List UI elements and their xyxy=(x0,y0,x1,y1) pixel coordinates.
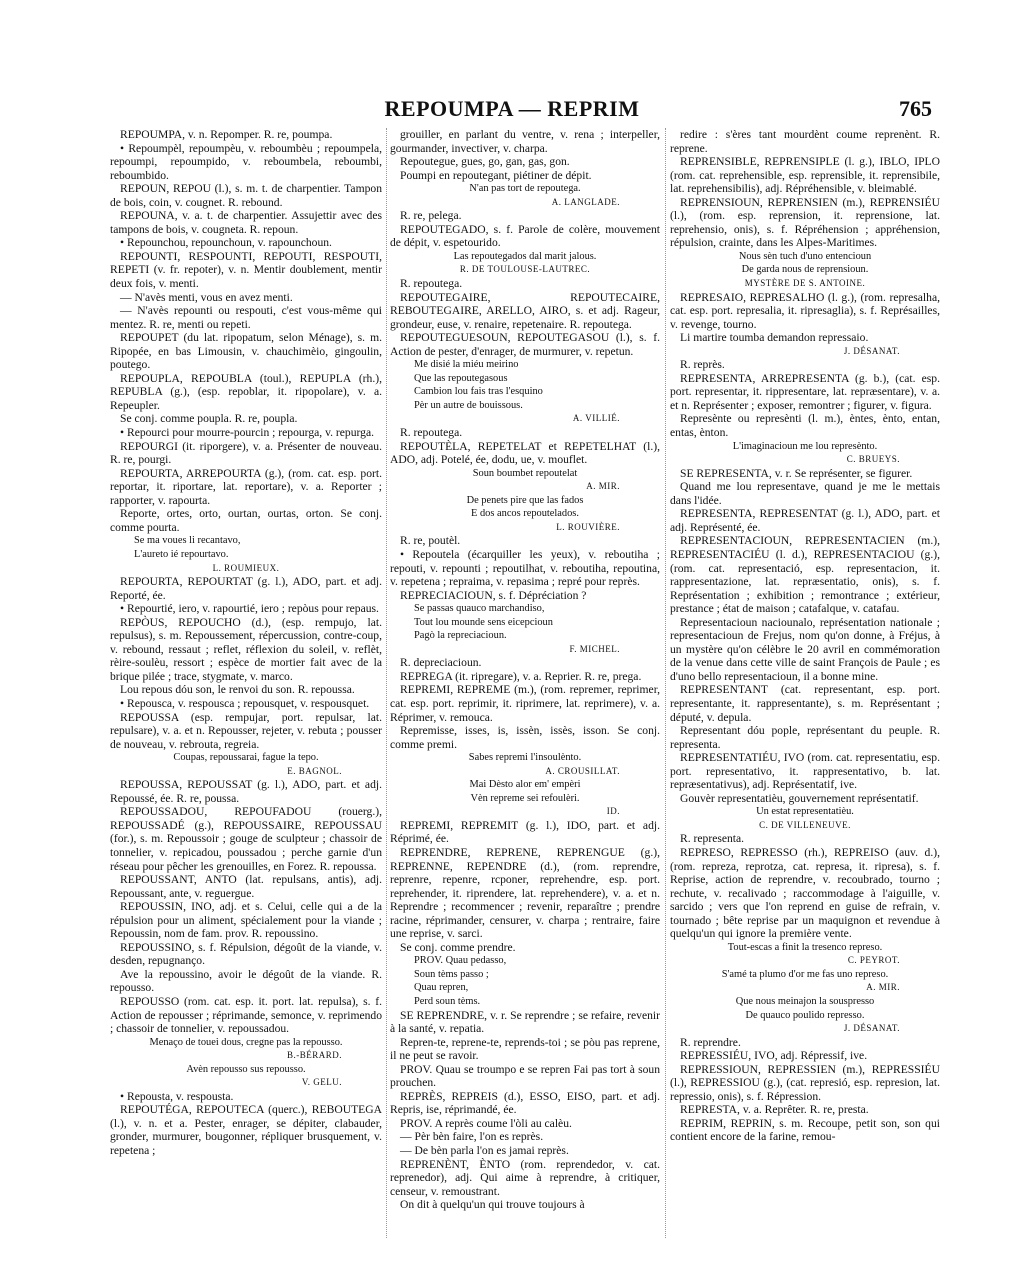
dictionary-entry: REPOUTÈLA, REPETELAT et REPETELHAT (l.), ADO, adj. Potelé, ée, dodu, ue, v. mouflet. xyxy=(390,439,660,467)
dictionary-entry: REPRESENTATIÉU, IVO (rom. cat. representatiu, esp. port. representativo, it. rappresentativo, b. lat. repræsentativus), adj. Représentatif, ive. xyxy=(670,751,940,792)
dictionary-entry: REPOURTA, ARREPOURTA (g.), (rom. cat. esp. port. reportar, it. riportare, lat. reportare), v. a. Reporter ; rapporter, v. rapourta. xyxy=(110,466,382,507)
column-divider xyxy=(386,128,387,1238)
verse-line: Quau repren, xyxy=(414,982,469,994)
dictionary-entry: SE REPRESENTA, v. r. Se représenter, se figurer. xyxy=(680,466,913,480)
citation-line: Las repoutegados dal marit jalous. xyxy=(453,250,597,262)
verse-line: Soun tèms passo ; xyxy=(414,968,489,980)
dictionary-entry: Li martire toumba demandon repressaio. xyxy=(680,331,869,345)
dictionary-entry: REPRESTA, v. a. Reprêter. R. re, presta. xyxy=(680,1103,869,1117)
dictionary-entry: Ave la repoussino, avoir le dégoût de la viande. R. repousso. xyxy=(110,967,382,995)
dictionary-entry: Repoutegue, gues, go, gan, gas, gon. xyxy=(400,155,570,169)
dictionary-entry: REPRIM, REPRIN, s. m. Recoupe, petit son, son qui contient encore de la farine, remou- xyxy=(670,1116,940,1144)
citation-author: A. MIR. xyxy=(586,481,620,492)
citation-author: A. LANGLADE. xyxy=(551,196,620,207)
dictionary-entry: REPREMI, REPREME (m.), (rom. repremer, reprimer, cat. esp. port. reprimir, it. riprimere, lat. reprimere), v. a. Réprimer, v. remouca. xyxy=(390,683,660,724)
verse-line: Pagò la repreciacioun. xyxy=(414,630,507,642)
dictionary-entry: — De bèn parla l'on es jamai reprès. xyxy=(400,1144,569,1158)
column-divider xyxy=(665,128,666,1238)
dictionary-entry: REPOUSSIN, INO, adj. et s. Celui, celle qui a de la répulsion pour un aliment, spécialement pour la viande ; Repoussin, nom de fam. prov. R. repoussino. xyxy=(110,900,382,941)
dictionary-entry: • Repoumpèl, repoumpèu, v. reboumbèu ; repoumpela, repoumpi, repoumpido, v. reboumbela, reboumbi, reboumbido. xyxy=(110,141,382,182)
verse-line: Se passas quauco marchandiso, xyxy=(414,603,545,615)
dictionary-entry: • Repourci pour mourre-pourcin ; repourga, v. repurga. xyxy=(120,426,374,440)
dictionary-entry: REPOUSSADOU, REPOUFADOU (rouerg.), REPOUSSADÉ (g.), REPOUSSAIRE, REPOUSSAU (for.), s. m. Repoussoir ; gouge de sculpteur ; chassoir de tonnelier, v. repicadou, poussadou ; perche garnie d'un réseau pour pêcher les grenouilles, en Forez. R. repoussa. xyxy=(110,805,382,873)
dictionary-entry: Representant dóu pople, représentant du peuple. R. representa. xyxy=(670,724,940,751)
dictionary-entry: REPRÈS, REPREIS (d.), ESSO, EISO, part. et adj. Repris, ise, réprimandé, ée. xyxy=(390,1089,660,1117)
dictionary-entry: REPRESO, REPRESSO (rh.), REPREISO (auv. d.), (rom. repreza, reprotza, cat. represa, it. ripresa), s. f. Reprise, action de reprendre, v. recoubrado, tourno ; rechute, v. recalivado ; raccommodage à l'aiguille, v. sarcido ; vers que l'on reprend en guise de refrain, v. tournado ; bête reprise par un maquignon et revendue à quelqu'un qui ignore la première vente. xyxy=(670,845,940,941)
dictionary-entry: REPRESENTACIOUN, REPRESENTACIEN (m.), REPRESENTACIÉU (l. d.), REPRESENTACIOU (g.), (rom. cat. representació, esp. representacion, it. rappresentazione, lat. repræsentatio, onis), s. f. Représentation ; exhibition ; remontrance ; extérieur, prestance ; état de maison ; catafalque, v. catafau. xyxy=(670,534,940,616)
dictionary-entry: Repren-te, reprene-te, reprends-toi ; se pòu pas reprene, il ne peut se ravoir. xyxy=(390,1035,660,1063)
citation-author: L. ROUVIÈRE. xyxy=(556,521,620,532)
dictionary-entry: Repremisse, isses, is, issèn, issès, isson. Se conj. comme premi. xyxy=(390,724,660,751)
dictionary-entry: REPOURGI (it. riporgere), v. a. Présenter de nouveau. R. re, pourgi. xyxy=(110,439,382,467)
dictionary-entry: R. re, poutèl. xyxy=(400,534,461,548)
dictionary-entry: — N'avès menti, vous en avez menti. xyxy=(120,290,293,304)
dictionary-entry: REPRENSIBLE, REPRENSIPLE (l. g.), IBLO, IPLO (rom. cat. reprehensible, esp. reprensible, it. reprensibile, lat. reprehensibilis), adj. Répréhensible, v. bleimablé. xyxy=(670,155,940,196)
citation-line: Un estat representatièu. xyxy=(756,806,854,818)
citation-line: Avèn repousso sus repousso. xyxy=(186,1063,306,1075)
citation-author: E. BAGNOL. xyxy=(287,765,342,776)
dictionary-entry: REPRESENTA, ARREPRESENTA (g. b.), (cat. esp. port. representar, it. rippresentare, lat. repræsentare), v. a. et n. Représenter ; exposer, remontrer ; figurer, v. figura. xyxy=(670,371,940,412)
citation-author: A. MIR. xyxy=(866,982,900,993)
dictionary-entry: Reporte, ortes, orto, ourtan, ourtas, orton. Se conj. comme pourta. xyxy=(110,507,382,534)
dictionary-entry: REPREGA (it. ripregare), v. a. Reprier. R. re, prega. xyxy=(400,669,642,683)
dictionary-entry: REPOUPLA, REPOUBLA (toul.), REPUPLA (rh.), REPUBLA (g.), (esp. repoblar, it. ripopolare), v. a. Repeupler. xyxy=(110,371,382,412)
dictionary-entry: Se conj. comme poupla. R. re, poupla. xyxy=(120,412,298,426)
dictionary-entry: • Repousca, v. respousca ; repousquet, v. respousquet. xyxy=(120,696,370,710)
citation-author: MYSTÈRE DE S. ANTOINE. xyxy=(744,278,866,289)
dictionary-entry: On dit à quelqu'un qui trouve toujours à xyxy=(400,1198,585,1212)
citation-author: A. VILLIÉ. xyxy=(572,413,620,424)
dictionary-entry: REPOUTEGAIRE, REPOUTECAIRE, REBOUTEGAIRE, ARELLO, AIRO, s. et adj. Rageur, grondeur, euse, v. renaire, repetenaire. R. repoutega. xyxy=(390,290,660,331)
citation-line: De quauco poulido represso. xyxy=(745,1009,865,1021)
citation-line: S'amé ta plumo d'or me fas uno represo. xyxy=(721,968,889,980)
citation-line: De penets pire que las fados xyxy=(466,494,584,506)
dictionary-entry: R. depreciacioun. xyxy=(400,656,482,670)
verse-line: Pèr un autre de bouissous. xyxy=(414,399,523,411)
dictionary-entry: REPRESAIO, REPRESALHO (l. g.), (rom. represalha, cat. esp. port. represalia, it. ripresaglia), s. f. Représailles, v. revenge, tourno. xyxy=(670,290,940,331)
dictionary-entry: REPOUSSA (esp. rempujar, port. repulsar, lat. repulsare), v. a. et n. Repousser, rejeter, v. rebuta ; pousser de nouveau, v. rebrouta, regreia. xyxy=(110,710,382,751)
dictionary-entry: • Repousta, v. respousta. xyxy=(120,1089,234,1103)
running-header-title: REPOUMPA — REPRIM xyxy=(384,96,640,121)
column-2 xyxy=(390,128,660,1248)
citation-line: De garda nous de reprensioun. xyxy=(741,264,869,276)
dictionary-entry: REPRENSIOUN, REPRENSIEN (m.), REPRENSIÉU (l.), (rom. esp. reprension, it. reprensione, lat. reprehensio, onis), s. f. Répréhension ; appréhension, répulsion, crainte, dans les Alpes-Maritimes. xyxy=(670,195,940,250)
dictionary-entry: REPÒUS, REPOUCHO (d.), (esp. rempujo, lat. repulsus), s. m. Repoussement, répercussion, contre-coup, v. rebound, ressaut ; reflet, réflexion du soleil, v. reflèt, rèire-soulèu, ressort ; espèce de mortier fait avec de la brique pilée ; trace, stygmate, v. marco. xyxy=(110,615,382,683)
dictionary-entry: REPRESSIÉU, IVO, adj. Répressif, ive. xyxy=(680,1049,868,1063)
citation-line: Menaço de touei dous, cregne pas la repousso. xyxy=(149,1036,343,1048)
citation-author: F. MICHEL. xyxy=(569,643,620,654)
dictionary-entry: R. re, pelega. xyxy=(400,209,462,223)
dictionary-entry: REPOUSSO (rom. cat. esp. it. port. lat. repulsa), s. f. Action de repousser ; réprimande, semonce, v. reprimendo ; chassoir de tonnelier, v. repoussadou. xyxy=(110,995,382,1036)
verse-line: L'aureto ié repourtavo. xyxy=(134,548,229,560)
citation-author: L. ROUMIEUX. xyxy=(212,562,280,573)
citation-author: B.-BÉRARD. xyxy=(286,1050,342,1061)
citation-author: C. PEYROT. xyxy=(847,955,900,966)
dictionary-entry: Representacioun naciounalo, représentation nationale ; representacioun de Frejus, nom qu'on donne, à Fréjus, à un mystère qu'on célèbre le 20 avril en commémoration de la venue dans cette ville de saint François de Paule ; es d'uno bello representacioun, il a bonne mine. xyxy=(670,615,940,683)
citation-author: J. DÉSANAT. xyxy=(843,1023,900,1034)
dictionary-entry: REPOUTÉGA, REPOUTECA (querc.), REBOUTEGA (l.), v. n. et a. Pester, enrager, se dépiter, clabauder, gronder, murmurer, bougonner, répliquer brusquement, v. repetena ; xyxy=(110,1103,382,1158)
citation-author: J. DÉSANAT. xyxy=(843,345,900,356)
dictionary-entry: R. representa. xyxy=(680,832,745,846)
dictionary-entry: R. repoutega. xyxy=(400,426,463,440)
page-number: 765 xyxy=(899,96,932,121)
dictionary-entry: REPRESSIOUN, REPRESSIEN (m.), REPRESSIÉU (l.), REPRESSIOU (g.), (cat. represió, esp. represion, lat. repressio, onis), s. f. Répression. xyxy=(670,1062,940,1103)
citation-author: C. DE VILLENEUVE. xyxy=(759,819,851,830)
dictionary-entry: REPOUNA, v. a. t. de charpentier. Assujettir avec des tampons de bois, v. cougneta. R. repoun. xyxy=(110,209,382,236)
verse-line: Cambion lou fais tras l'esquino xyxy=(414,386,543,398)
dictionary-entry: • Repourtié, iero, v. rapourtié, iero ; repòus pour repaus. xyxy=(120,602,379,616)
dictionary-entry: REPRENÈNT, ÈNTO (rom. reprendedor, v. cat. reprenedor), adj. Qui aime à reprendre, à critiquer, censeur, v. remoustrant. xyxy=(390,1157,660,1198)
dictionary-entry: REPOUNTI, RESPOUNTI, REPOUTI, RESPOUTI, REPETI (v. fr. repoter), v. n. Mentir doublement, mentir deux fois, v. menti. xyxy=(110,249,382,291)
dictionary-entry: Se conj. comme prendre. xyxy=(400,940,516,954)
verse-line: PROV. Quau pedasso, xyxy=(414,955,507,967)
dictionary-entry: R. reprendre. xyxy=(680,1035,741,1049)
dictionary-entry: REPRECIACIOUN, s. f. Dépréciation ? xyxy=(400,588,587,602)
citation-line: Sabes repremi l'insoulènto. xyxy=(468,752,582,764)
dictionary-entry: • Repoutela (écarquiller les yeux), v. reboutiha ; repouti, v. repounti ; repoutilhat, v. reboutiha, repoutina, v. repetena ; repraima, v. repasima ; repré pour reprès. xyxy=(390,547,660,589)
citation-line: N'an pas tort de repoutega. xyxy=(469,183,581,195)
verse-line: Perd soun tèms. xyxy=(414,996,481,1007)
dictionary-entry: REPOUTEGUESOUN, REPOUTEGASOU (l.), s. f. Action de pester, d'enrager, de murmurer, v. repetun. xyxy=(390,331,660,358)
dictionary-entry: Lou repous dóu son, le renvoi du son. R. repoussa. xyxy=(120,683,355,697)
citation-line: Soun boumbet repoutelat xyxy=(472,467,578,479)
citation-author: V. GELU. xyxy=(301,1077,342,1088)
dictionary-entry: REPOUPET (du lat. ripopatum, selon Ménage), s. m. Ripopée, en bas Limousin, v. chauchimèio, gingoulin, poutego. xyxy=(110,331,382,372)
verse-line: Tout lou mounde sens eicepcioun xyxy=(414,616,553,628)
dictionary-entry: Gouvèr representatièu, gouvernement représentatif. xyxy=(680,791,919,805)
dictionary-entry: Represènte ou represènti (l. m.), èntes, ènto, entan, entas, ènton. xyxy=(670,412,940,440)
citation-line: Coupas, repoussarai, fague la tepo. xyxy=(173,752,319,764)
dictionary-entry: Poumpi en repoutegant, piétiner de dépit. xyxy=(400,168,592,182)
dictionary-entry: REPRESENTANT (cat. representant, esp. port. representante, it. rappresentante), s. m. Représentant ; député, v. depula. xyxy=(670,683,940,724)
dictionary-entry: REPOUSSINO, s. f. Répulsion, dégoût de la viande, v. desden, repugnanço. xyxy=(110,940,382,968)
dictionary-entry: R. repoutega. xyxy=(400,277,463,291)
dictionary-entry: REPOUSSANT, ANTO (lat. repulsans, antis), adj. Repoussant, ante, v. reguergue. xyxy=(110,873,382,900)
dictionary-entry: redire : s'ères tant mourdènt coume reprenènt. R. reprene. xyxy=(670,128,940,155)
verse-line: Que las repoutegasous xyxy=(414,372,508,384)
dictionary-entry: — Pèr bèn faire, l'on es reprès. xyxy=(400,1130,544,1144)
verse-line: Se ma voues li recantavo, xyxy=(134,535,241,547)
citation-author: C. BRUEYS. xyxy=(846,454,900,465)
column-1 xyxy=(110,128,382,1248)
citation-line: Vèn repreme sei refoulèri. xyxy=(470,792,580,804)
dictionary-entry: grouiller, en parlant du ventre, v. rena ; interpeller, gourmander, invectiver, v. charpa. xyxy=(390,128,660,155)
dictionary-entry: PROV. Quau se troumpo e se repren Fai pas tort à soun prouchen. xyxy=(390,1062,660,1090)
verse-line: Me disié la miéu meirino xyxy=(414,359,519,371)
dictionary-entry: REPOUN, REPOU (l.), s. m. t. de charpentier. Tampon de bois, coin, v. cougnet. R. rebound. xyxy=(110,182,382,209)
dictionary-entry: — N'avès repounti ou respouti, c'est vous-même qui mentez. R. re, menti ou repeti. xyxy=(110,304,382,331)
citation-line: E dos ancos repoutelados. xyxy=(471,508,579,520)
citation-line: Mai Dèsto alor em' empèri xyxy=(469,779,581,791)
dictionary-entry: REPRENDRE, REPRENE, REPRENGUE (g.), REPRENNE, REPENDRE (d.), (rom. reprendre, reprenre, repenre, rcponer, reprehendre, esp. port. reprehender, it. riprendere, lat. reprehendere), v. a. et n. Reprendre ; recommencer ; revenir, reparaître ; prendre racine, réprimander, censurer, v. charpa ; rentraire, faire une reprise, v. sarci. xyxy=(390,845,660,941)
citation-author: A. CROUSILLAT. xyxy=(545,765,620,776)
citation-line: Que nous meinajon la souspresso xyxy=(735,996,875,1007)
dictionary-entry: R. reprès. xyxy=(680,358,725,372)
dictionary-entry: SE REPRENDRE, v. r. Se reprendre ; se refaire, revenir à la santé, v. repatia. xyxy=(390,1008,660,1036)
citation-author: R. DE TOULOUSE-LAUTREC. xyxy=(459,264,591,275)
dictionary-entry: REPOURTA, REPOURTAT (g. l.), ADO, part. et adj. Reporté, ée. xyxy=(110,575,382,602)
citation-line: L'imaginacioun me lou represènto. xyxy=(732,440,878,452)
dictionary-entry: REPREMI, REPREMIT (g. l.), IDO, part. et adj. Réprimé, ée. xyxy=(390,818,660,846)
citation-line: Tout-escas a finit la tresenco represo. xyxy=(727,941,883,953)
dictionary-entry: Quand me lou representave, quand je me le mettais dans l'idée. xyxy=(670,480,940,507)
dictionary-entry: REPOUTEGADO, s. f. Parole de colère, mouvement de dépit, v. espetourido. xyxy=(390,222,660,250)
column-3 xyxy=(670,128,940,1248)
dictionary-entry: • Repounchou, repounchoun, v. rapounchoun. xyxy=(120,236,332,250)
dictionary-entry: REPOUMPA, v. n. Repomper. R. re, poumpa. xyxy=(120,128,333,141)
citation-line: Nous sèn tuch d'uno entencioun xyxy=(738,250,872,262)
dictionary-entry: PROV. A reprès coume l'òli au calèu. xyxy=(400,1116,572,1130)
dictionary-entry: REPRESENTA, REPRESENTAT (g. l.), ADO, part. et adj. Représenté, ée. xyxy=(670,507,940,534)
dictionary-entry: REPOUSSA, REPOUSSAT (g. l.), ADO, part. et adj. Repoussé, ée. R. re, poussa. xyxy=(110,778,382,805)
citation-author: ID. xyxy=(606,806,620,817)
